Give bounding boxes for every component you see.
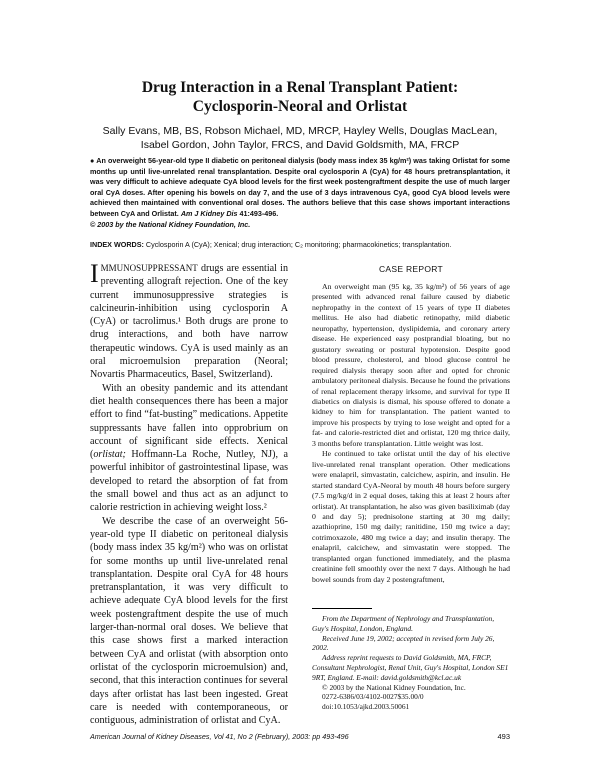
- drop-cap: I: [90, 259, 99, 288]
- abstract-text: ● An overweight 56-year-old type II diabetic on peritoneal dialysis (body mass index 35 kg/m²) was taking Orlistat for some months up until live-unrelated renal transplantation. Despite oral cyclosporin A (CyA) for 48 hours pretransplantation, it was very difficult to achieve adequate CyA blood levels for the first week postengraftment despite the use of much larger oral CyA doses. After opening his bowels on day 7, and the use of 3 days intravenous CyA, good CyA blood levels were achieved then maintained with conventional oral doses. The authors believe that this case shows important interactions between CyA and Orlistat.: [90, 156, 510, 218]
- footnote-address: Address reprint requests to David Goldsmith, MA, FRCP, Consultant Nephrologist, Renal Unit, Guy's Hospital, London SE1 9RT, England. E-mail: david.goldsmith@kcl.ac.uk: [312, 653, 509, 682]
- authors-line-2: Isabel Gordon, John Taylor, FRCS, and David Goldsmith, MA, FRCP: [140, 139, 460, 151]
- intro-smallcaps: MMUNOSUPPRESSANT: [100, 263, 198, 273]
- article-title: [60, 78, 540, 116]
- abstract-citation-ref: 41:493-496.: [239, 208, 279, 218]
- right-column: [312, 282, 510, 585]
- case-paragraph-2: He continued to take orlistat until the day of his elective live-unrelated renal transplant operation. Other medications were enalapril, simvastatin, calcichew, aspirin, and insulin. He started standard CyA-Neoral by mouth 48 hours before surgery (7.5 mg/kg/d in 2 equal doses, taking this at least 2 hours after orlistat). At transplantation, he also was given basiliximab (day 0 and day 5); prednisolone starting at 30 mg daily; azathioprine, 150 mg daily; ranitidine, 150 mg twice a day; cotrimoxazole, 480 mg twice a day; and insulin therapy. The enalapril, calcichew, and simvastatin were stopped. The transplanted organ functioned immediately, and the plasma creatinine fell smoothly over the next 7 days. Although he had bowel sounds from day 2 postengraftment,: [312, 449, 510, 584]
- page-number: 493: [497, 732, 510, 741]
- index-words: [90, 240, 530, 250]
- footnote-issn: 0272-6386/03/4102-0027$35.00/0: [322, 692, 424, 702]
- intro-paragraph-3: We describe the case of an overweight 56-year-old type II diabetic on peritoneal dialysis (body mass index 35 kg/m²) who was on orlistat for some months up until live-unrelated renal transplantation. Despite oral CyA for 48 hours pretransplantation, it was very difficult to achieve adequate CyA blood levels for the first week postengraftment despite the use of much larger-than-normal oral doses. We believe that this case shows first a marked interaction between CyA and orlistat (with absorption onto orlistat of the cyclosporin microemulsion) and, second, that this interaction continues for several days after orlistat has last been ingested. Great care is needed with contemporaneous, or contiguous, administration of orlistat and CyA.: [90, 515, 288, 727]
- index-words-list: Cyclosporin A (CyA); Xenical; drug interaction; C₂ monitoring; pharmacokinetics; transplantation.: [145, 240, 452, 249]
- author-list: [70, 124, 530, 152]
- left-column: [90, 259, 288, 727]
- authors-line-1: Sally Evans, MB, BS, Robson Michael, MD, MRCP, Hayley Wells, Douglas MacLean,: [102, 125, 498, 137]
- abstract-copyright: © 2003 by the National Kidney Foundation, Inc.: [90, 219, 251, 229]
- case-paragraph-1: An overweight man (95 kg, 35 kg/m²) of 56 years of age presented with advanced renal failure caused by diabetic nephropathy in the context of 15 years of type II diabetes mellitus. He also had diabetic retinopathy, mild diabetic neuropathy, hypertension, dyslipidemia, and coronary artery disease. He experienced easy postprandial bloating, but no gustatory sweating or postural hypotension. Despite good blood pressure, cholesterol, and blood glucose control he required dialysis therapy soon after and opted for chronic ambulatory peritoneal dialysis. Because he found the privations of renal replacement therapy irksome, and survival for type II diabetics on dialysis is dismal, his spouse offered to donate a kidney to him for transplantation. The patient wanted to improve his prospects by trying to lose weight and opted for a fat- and calorie-restricted diet and orlistat, 120 mg thrice daily, 3 months before transplantation. Little weight was lost.: [312, 282, 510, 448]
- footer-journal: American Journal of Kidney Diseases, Vol 41, No 2 (February), 2003: pp 493-496: [90, 732, 349, 741]
- footnote-received: Received June 19, 2002; accepted in revised form July 26, 2002.: [312, 633, 495, 653]
- intro-paragraph-1: IMMUNOSUPPRESSANT drugs are essential in preventing allograft rejection. One of the key current immunosuppressive strategies is calcineurin-inhibition using cyclosporin A (CyA) or tacrolimus.¹ Both drugs are prone to drug interactions, and both have narrow therapeutic windows. CyA is used mainly as an oral microemulsion preparation (Neoral; Novartis Pharmaceutics, Basel, Switzerland).: [90, 259, 288, 381]
- footnote-copyright: © 2003 by the National Kidney Foundation, Inc.: [322, 682, 466, 692]
- footnote-affiliation: From the Department of Nephrology and Transplantation, Guy's Hospital, London, England.: [312, 614, 495, 633]
- title-line-1: Drug Interaction in a Renal Transplant Patient:: [141, 79, 459, 96]
- abstract: [90, 156, 510, 230]
- abstract-citation: Am J Kidney Dis: [180, 208, 238, 218]
- footnotes: [312, 614, 510, 712]
- index-words-label: INDEX WORDS:: [90, 240, 144, 249]
- intro-paragraph-2: With an obesity pandemic and its attendant diet health consequences there has been a major effort to find “fat-busting” medications. Appetite suppressants have fallen into opprobrium on account of significant side effects. Xenical (orlistat; Hoffmann-La Roche, Nutley, NJ), a powerful inhibitor of gastrointestinal lipase, was developed to retard the absorption of fat from the small bowel and thus act as an adjunct to calorie restriction in achieving weight loss.²: [90, 382, 288, 514]
- title-line-2: Cyclosporin-Neoral and Orlistat: [192, 98, 408, 115]
- footnote-divider: [312, 608, 372, 609]
- footnote-doi: doi:10.1053/ajkd.2003.50061: [322, 702, 410, 712]
- section-heading-case-report: CASE REPORT: [378, 264, 444, 274]
